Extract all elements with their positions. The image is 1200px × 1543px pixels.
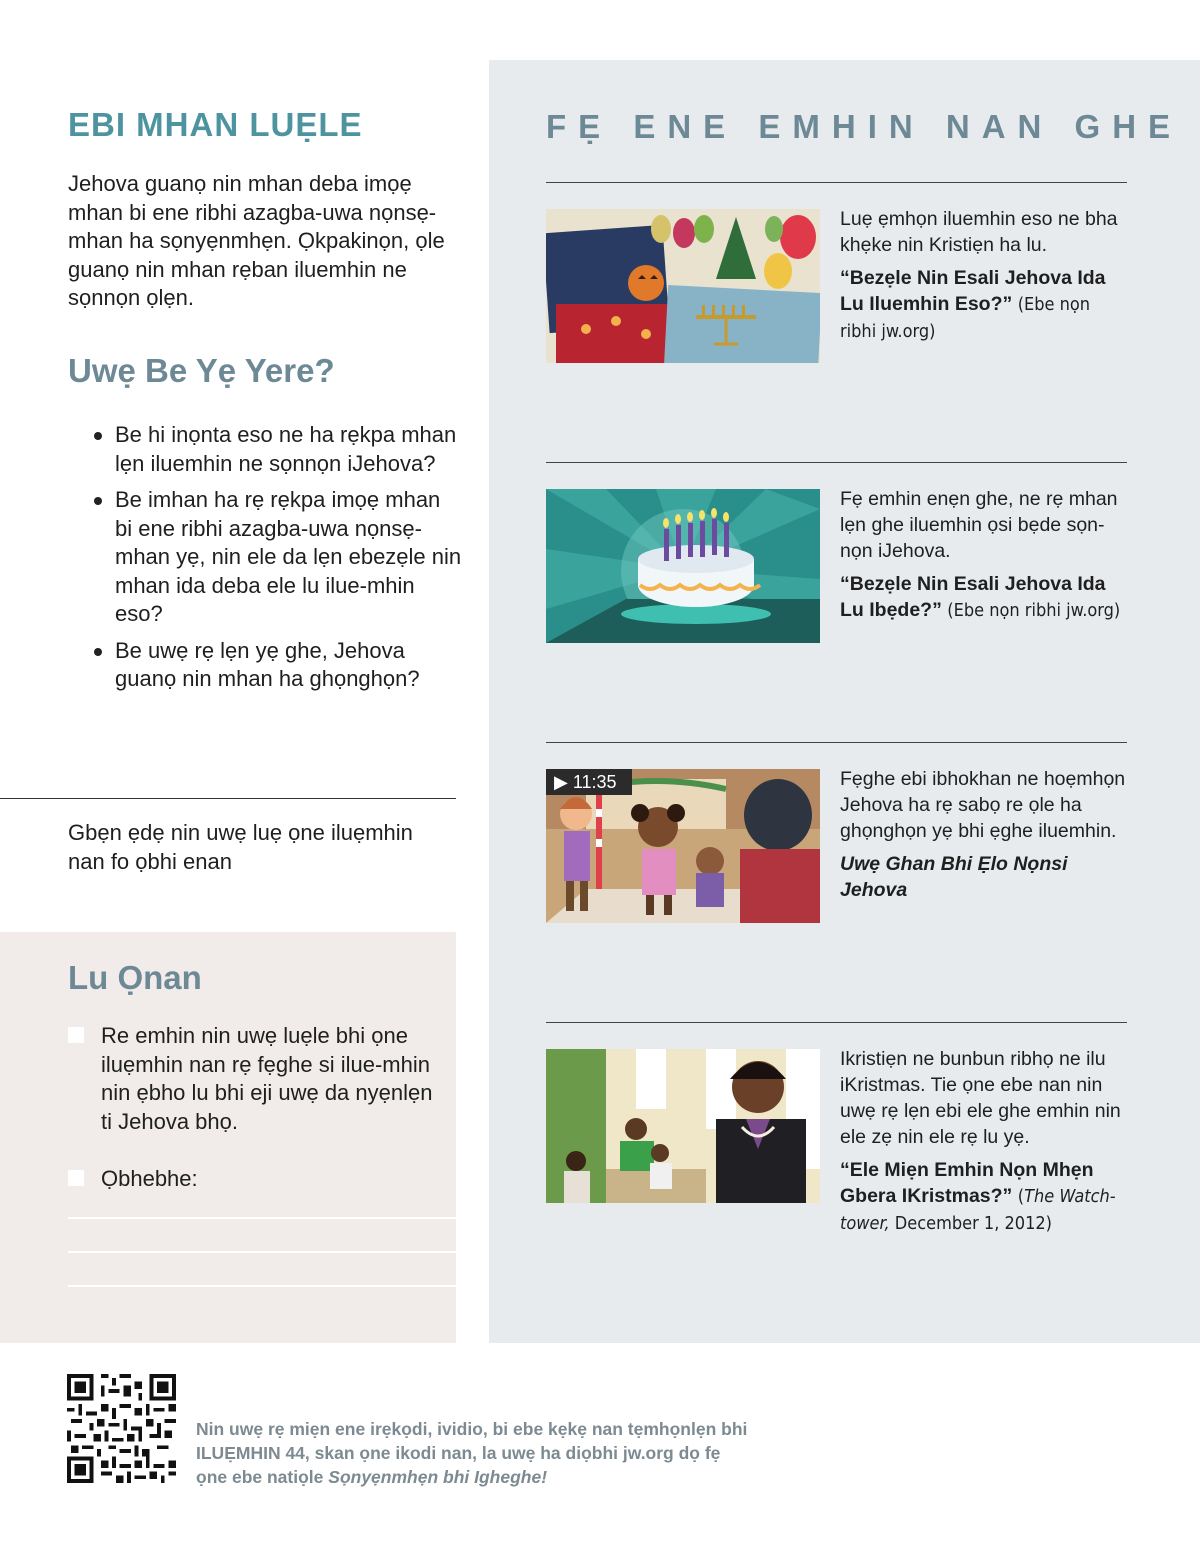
checkbox[interactable] [68,1170,84,1186]
explore-item [840,206,1130,345]
divider [546,182,1127,183]
review-title: Uwẹ Be Yẹ Yere? [68,352,335,389]
reference-date: December 1, 2012) [894,1213,1053,1234]
explore-item-description: Fẹghe ebi ibhokhan ne hoẹmhọn Jehova ha rẹ sabọ re ọle ha ghọnghọn yẹ bhi ẹghe iluemhin. [840,768,1126,842]
summary-text: Jehova guanọ nin mhan deba imọẹ mhan bi ene ribhi azagba-uwa nọnsẹ-mhan ha sọnyẹnmhẹn. Ọkpakinọn, ọle guanọ nin mhan rẹban iluemhin ne sọnnọn ọlẹn. [68,171,445,310]
review-question: Be imhan ha rẹ rẹkpa imọẹ mhan bi ene ribhi azagba-uwa nọnsẹ-mhan yẹ, nin ele da lẹn ebezẹle nin mhan ida deba ele lu ilue-mhin eso? [92,486,462,629]
explore-item-reference[interactable] [840,571,1130,624]
try-this-title: Lu Ọnan [68,959,202,996]
try-this-item-label: Ọbhebhe: [101,1166,198,1191]
reference-publication: The Watch-tower, [840,1186,1116,1234]
holidays-collage-image[interactable] [546,209,820,363]
qr-code-icon[interactable] [67,1374,176,1483]
divider [0,798,456,799]
reference-title: “Bezẹle Nin Esali Jehova Ida Lu Ibẹde?” [840,573,1106,621]
explore-item-description: Fẹ emhin enẹn ghe, ne rẹ mhan lẹn ghe iluemhin ọsi bẹde sọn-nọn iJehova. [840,488,1118,562]
video-duration-badge: ▶ 11:35 [546,769,632,795]
reference-source: (The Watch-tower, December 1, 2012) [840,1186,1116,1234]
video-thumbnail[interactable] [546,769,820,923]
footer-book-title: Sọnyẹnmhẹn bhi Igheghe! [328,1467,548,1487]
explore-item [840,486,1130,624]
try-this-item [68,1022,438,1136]
explore-item-reference[interactable] [840,1157,1130,1237]
try-this-box [0,932,456,1343]
reference-source: (Ebe nọn ribhi jw.org) [947,600,1121,621]
explore-title: FẸ ENE EMHIN NAN GHE [546,108,1183,145]
review-question: Be uwẹ rẹ lẹn yẹ ghe, Jehova guanọ nin mhan ha ghọnghọn? [92,637,462,694]
footer-text-start: Nin uwẹ rẹ miẹn ene irẹkọdi, ividio, bi ebe kẹkẹ nan tẹmhọnlẹn bhi ILUẸMHIN 44, skan ọne ikodi nan, la uwẹ ha diọbhi jw.org dọ fẹ ọne ebe natiọle [196,1419,748,1487]
footer-text [196,1417,756,1489]
reference-title: “Ele Miẹn Emhin Nọn Mhẹn Gbera IKristmas?” [840,1159,1094,1207]
divider [546,462,1127,463]
explore-item [840,1046,1130,1237]
write-line[interactable] [68,1217,456,1219]
explore-item [840,766,1130,903]
reference-title: Uwẹ Ghan Bhi Ẹlo Nọnsi Jehova [840,853,1068,901]
explore-item-reference[interactable] [840,851,1130,903]
review-question: Be hi inọnta eso ne ha rẹkpa mhan lẹn iluemhin ne sọnnọn iJehova? [92,421,462,478]
reference-source: (Ebe nọn ribhi jw.org) [840,294,1091,342]
try-this-item-label: Re emhin nin uwẹ luẹle bhi ọne iluẹmhin nan rẹ fẹghe si ilue-mhin nin ẹbho lu bhi eji uwẹ da nyẹnlẹn ti Jehova bhọ. [101,1023,433,1134]
try-this-item-other [68,1165,438,1194]
checkbox[interactable] [68,1027,84,1043]
goal-text: Gbẹn ẹdẹ nin uwẹ luẹ ọne iluẹmhin nan fo ọbhi enan [68,820,413,874]
divider [546,742,1127,743]
review-questions [92,421,462,702]
smiling-woman-image[interactable] [546,1049,820,1203]
write-line[interactable] [68,1285,456,1287]
explore-item-description: Luẹ ẹmhọn iluemhin eso ne bha khẹke nin Kristiẹn ha lu. [840,208,1118,256]
reference-title: “Bezẹle Nin Esali Jehova Ida Lu Iluemhin Eso?” [840,267,1106,315]
write-line[interactable] [68,1251,456,1253]
explore-item-reference[interactable] [840,265,1130,345]
explore-item-description: Ikristiẹn ne bunbun ribhọ ne ilu iKristmas. Tie ọne ebe nan nin uwẹ rẹ lẹn ebi ele ghe emhin nin ele zẹ nin ele rẹ lu yẹ. [840,1048,1121,1148]
birthday-cake-image[interactable] [546,489,820,643]
divider [546,1022,1127,1023]
summary-title: EBI MHAN LUẸLE [68,106,363,143]
